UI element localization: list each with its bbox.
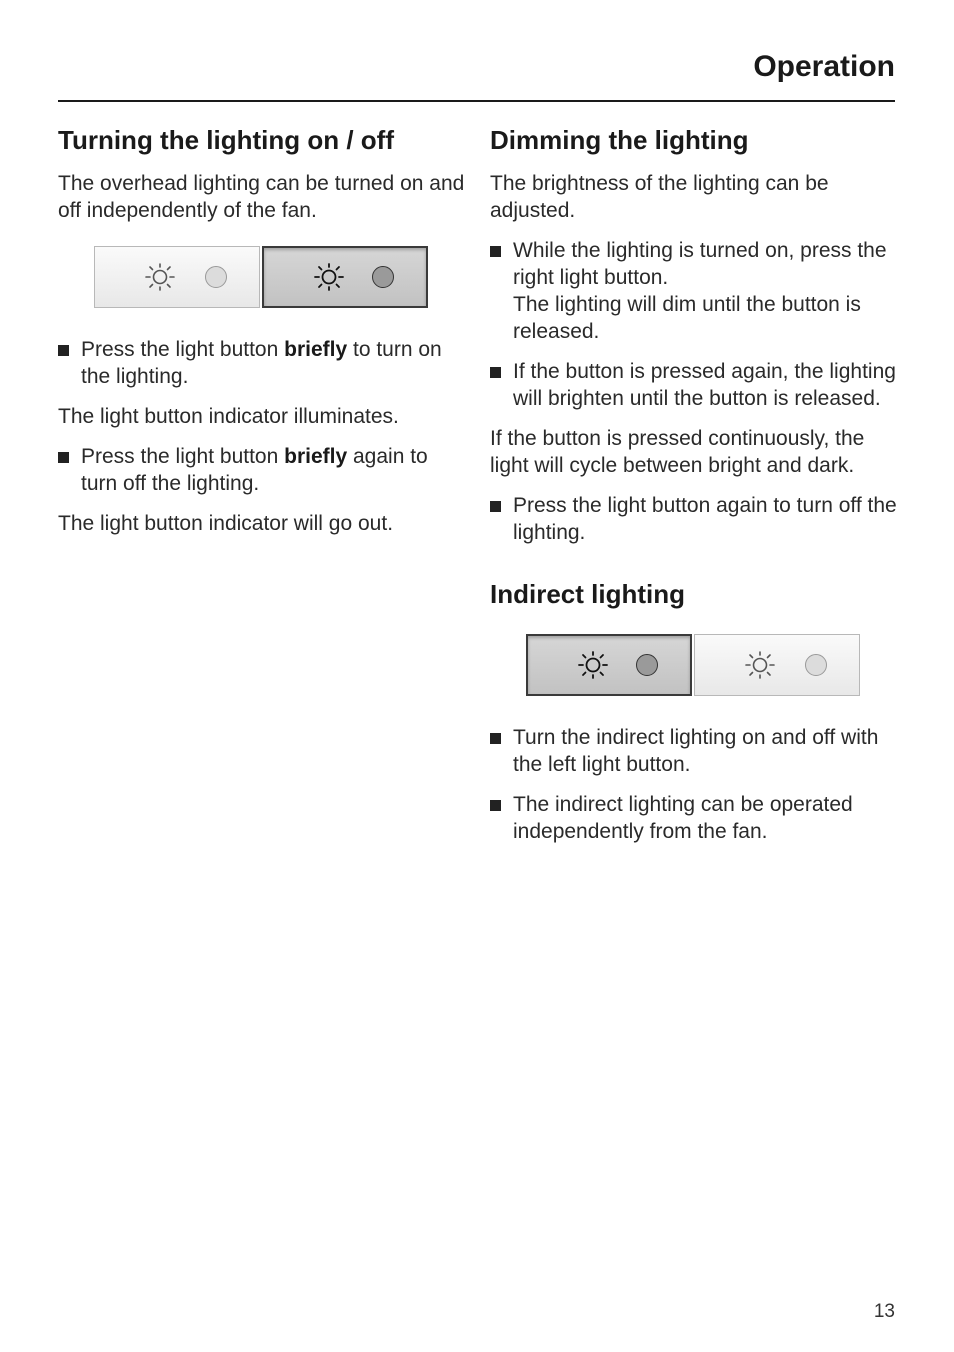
emphasis-text: briefly [284, 445, 348, 468]
left-light-button[interactable] [526, 634, 692, 696]
instruction-list [490, 724, 900, 845]
square-bullet-icon [490, 501, 501, 512]
list-item: Press the light button briefly to turn on the lighting. [58, 336, 468, 390]
instruction-list [58, 443, 468, 497]
square-bullet-icon [490, 246, 501, 257]
square-bullet-icon [58, 345, 69, 356]
light-button-panel [94, 246, 468, 308]
light-bulb-icon [576, 650, 610, 680]
right-light-button[interactable] [694, 634, 860, 696]
light-bulb-icon [143, 262, 177, 292]
body-text: If the button is pressed continuously, the light will cycle between bright and dark. [490, 427, 865, 477]
light-bulb-icon [312, 262, 346, 292]
section-heading-indirect: Indirect lighting [490, 579, 685, 609]
section-heading-dimming: Dimming the lighting [490, 125, 749, 155]
light-bulb-icon [743, 650, 777, 680]
left-light-button[interactable] [94, 246, 260, 308]
intro-text: The brightness of the lighting can be adjusted. [490, 172, 829, 222]
section-heading-on-off: Turning the lighting on / off [58, 125, 394, 155]
indicator-lamp-icon [372, 266, 394, 288]
square-bullet-icon [58, 452, 69, 463]
indicator-lamp-icon [205, 266, 227, 288]
square-bullet-icon [490, 367, 501, 378]
result-text: The light button indicator will go out. [58, 512, 394, 535]
list-item: If the button is pressed again, the lighting will brighten until the button is released. [490, 358, 900, 412]
instruction-list [490, 237, 900, 412]
list-item: While the lighting is turned on, press the right light button. The lighting will dim until the button is released. [490, 237, 900, 345]
instruction-list [58, 336, 468, 390]
square-bullet-icon [490, 800, 501, 811]
square-bullet-icon [490, 733, 501, 744]
page-title: Operation [753, 50, 895, 83]
page-number: 13 [873, 1301, 895, 1322]
intro-text: The overhead lighting can be turned on and off independently of the fan. [58, 172, 465, 222]
emphasis-text: briefly [284, 338, 348, 361]
right-light-button[interactable] [262, 246, 428, 308]
header-divider [58, 100, 895, 102]
instruction-list [490, 492, 900, 546]
indirect-light-button-panel [526, 634, 900, 696]
list-item: The indirect lighting can be operated independently from the fan. [490, 791, 900, 845]
list-item: Press the light button again to turn off the lighting. [490, 492, 900, 546]
list-item: Turn the indirect lighting on and off with the left light button. [490, 724, 900, 778]
list-item: Press the light button briefly again to turn off the lighting. [58, 443, 468, 497]
indicator-lamp-icon [805, 654, 827, 676]
left-column [58, 122, 468, 550]
indicator-lamp-icon [636, 654, 658, 676]
result-text: The light button indicator illuminates. [58, 405, 399, 428]
right-column [490, 122, 900, 858]
